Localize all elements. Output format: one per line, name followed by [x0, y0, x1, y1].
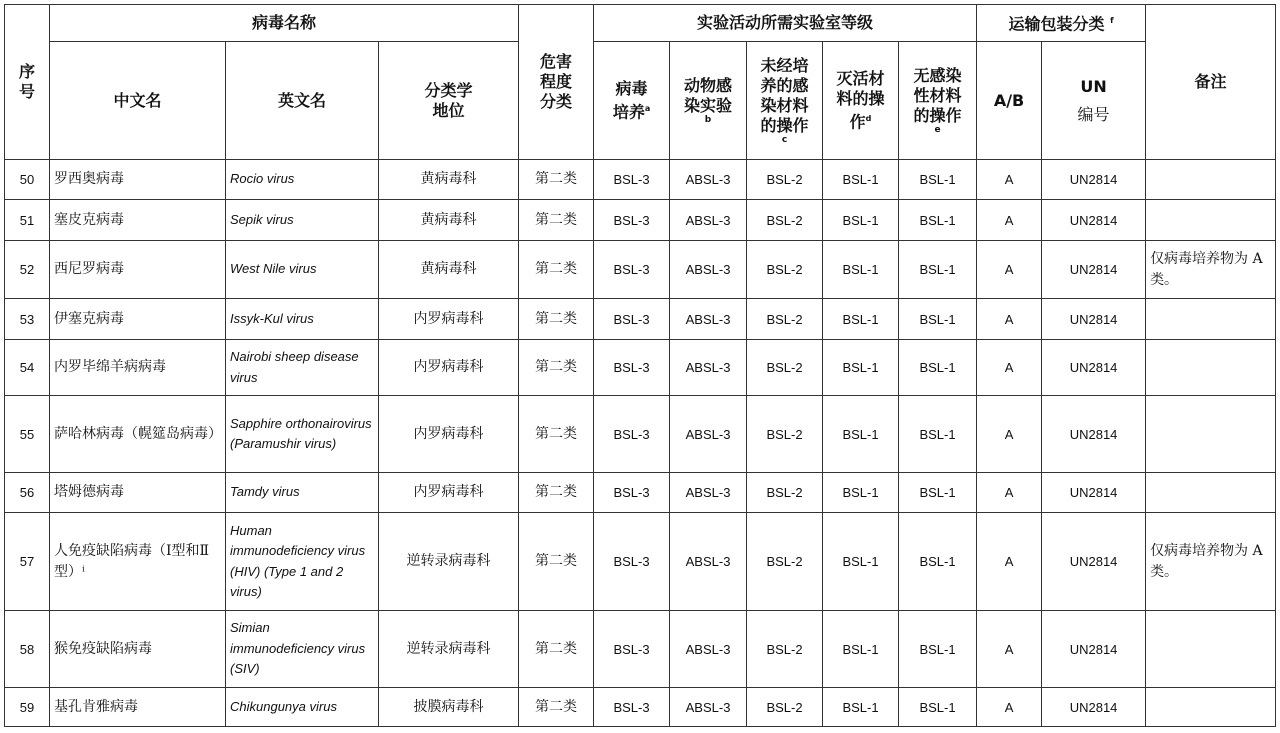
- header-noninfectious: [899, 42, 977, 160]
- row-inactivated: BSL-1: [823, 160, 899, 200]
- row-un: UN2814: [1042, 513, 1146, 611]
- header-inactivated-label: 灭活材料的操作: [836, 68, 885, 132]
- row-noninfectious: BSL-1: [899, 513, 977, 611]
- row-animal: ABSL-3: [670, 299, 747, 340]
- header-un-line1: UN: [1080, 76, 1107, 96]
- header-uncultured: [747, 42, 823, 160]
- row-taxonomy: 内罗病毒科: [379, 299, 519, 340]
- row-ab: A: [977, 396, 1042, 473]
- row-animal: ABSL-3: [670, 241, 747, 299]
- row-uncultured: BSL-2: [747, 473, 823, 513]
- header-un-line2: 编号: [1077, 104, 1110, 124]
- table-header: [5, 5, 1276, 160]
- row-uncultured: BSL-2: [747, 299, 823, 340]
- table-row: [5, 200, 1276, 241]
- row-un: UN2814: [1042, 241, 1146, 299]
- row-noninfectious: BSL-1: [899, 340, 977, 396]
- header-animal-label: 动物感染实验: [684, 76, 733, 115]
- row-taxonomy: 内罗病毒科: [379, 473, 519, 513]
- row-seq: 53: [5, 299, 50, 340]
- row-english-name: West Nile virus: [226, 241, 379, 299]
- header-taxonomy: 分类学地位: [379, 42, 519, 160]
- header-uncultured-mark: c: [781, 135, 788, 145]
- row-animal: ABSL-3: [670, 200, 747, 241]
- row-inactivated: BSL-1: [823, 688, 899, 727]
- row-culture: BSL-3: [594, 200, 670, 241]
- row-animal: ABSL-3: [670, 473, 747, 513]
- table-body: [5, 160, 1276, 727]
- row-un: UN2814: [1042, 299, 1146, 340]
- row-noninfectious: BSL-1: [899, 160, 977, 200]
- row-remark: [1146, 160, 1276, 200]
- row-hazard: 第二类: [519, 160, 594, 200]
- row-animal: ABSL-3: [670, 160, 747, 200]
- row-uncultured: BSL-2: [747, 513, 823, 611]
- header-transport-mark: f: [1110, 16, 1114, 26]
- row-culture: BSL-3: [594, 611, 670, 688]
- row-taxonomy: 逆转录病毒科: [379, 611, 519, 688]
- row-noninfectious: BSL-1: [899, 241, 977, 299]
- header-noninfectious-label: 无感染性材料的操作: [913, 66, 962, 125]
- row-english-name: Human immunodeficiency virus (HIV) (Type 1 and 2 virus): [226, 513, 379, 611]
- row-animal: ABSL-3: [670, 611, 747, 688]
- row-hazard: 第二类: [519, 611, 594, 688]
- table-row: [5, 241, 1276, 299]
- row-chinese-name: 内罗毕绵羊病病毒: [50, 340, 226, 396]
- table-row: [5, 396, 1276, 473]
- row-seq: 58: [5, 611, 50, 688]
- row-english-name: Issyk-Kul virus: [226, 299, 379, 340]
- header-lab-level: 实验活动所需实验室等级: [594, 5, 977, 42]
- row-hazard: 第二类: [519, 340, 594, 396]
- row-culture: BSL-3: [594, 299, 670, 340]
- row-inactivated: BSL-1: [823, 513, 899, 611]
- header-culture-mark: a: [644, 103, 651, 113]
- row-inactivated: BSL-1: [823, 241, 899, 299]
- row-seq: 55: [5, 396, 50, 473]
- row-hazard: 第二类: [519, 688, 594, 727]
- row-culture: BSL-3: [594, 473, 670, 513]
- row-un: UN2814: [1042, 611, 1146, 688]
- row-hazard: 第二类: [519, 200, 594, 241]
- row-animal: ABSL-3: [670, 340, 747, 396]
- row-chinese-name: 人免疫缺陷病毒（Ⅰ型和Ⅱ型）ⁱ: [50, 513, 226, 611]
- row-hazard: 第二类: [519, 299, 594, 340]
- row-uncultured: BSL-2: [747, 340, 823, 396]
- row-animal: ABSL-3: [670, 396, 747, 473]
- row-chinese-name: 西尼罗病毒: [50, 241, 226, 299]
- row-noninfectious: BSL-1: [899, 200, 977, 241]
- row-uncultured: BSL-2: [747, 688, 823, 727]
- header-seq: 序号: [5, 5, 50, 160]
- row-seq: 57: [5, 513, 50, 611]
- header-culture-label: 病毒培养: [612, 78, 648, 122]
- row-taxonomy: 黄病毒科: [379, 200, 519, 241]
- table-row: [5, 513, 1276, 611]
- row-taxonomy: 内罗病毒科: [379, 340, 519, 396]
- row-culture: BSL-3: [594, 241, 670, 299]
- row-un: UN2814: [1042, 473, 1146, 513]
- table-row: [5, 611, 1276, 688]
- row-remark: [1146, 299, 1276, 340]
- row-english-name: Rocio virus: [226, 160, 379, 200]
- header-inactivated: [823, 42, 899, 160]
- row-uncultured: BSL-2: [747, 241, 823, 299]
- row-english-name: Chikungunya virus: [226, 688, 379, 727]
- row-remark: [1146, 396, 1276, 473]
- row-hazard: 第二类: [519, 513, 594, 611]
- row-inactivated: BSL-1: [823, 396, 899, 473]
- row-hazard: 第二类: [519, 396, 594, 473]
- header-animal: [670, 42, 747, 160]
- table-row: [5, 688, 1276, 727]
- header-un: [1042, 42, 1146, 160]
- row-seq: 51: [5, 200, 50, 241]
- row-taxonomy: 内罗病毒科: [379, 396, 519, 473]
- row-chinese-name: 塔姆德病毒: [50, 473, 226, 513]
- row-ab: A: [977, 611, 1042, 688]
- row-remark: [1146, 200, 1276, 241]
- table-row: [5, 160, 1276, 200]
- row-ab: A: [977, 160, 1042, 200]
- header-virus-name: 病毒名称: [50, 5, 519, 42]
- row-chinese-name: 塞皮克病毒: [50, 200, 226, 241]
- row-english-name: Nairobi sheep disease virus: [226, 340, 379, 396]
- row-noninfectious: BSL-1: [899, 299, 977, 340]
- row-ab: A: [977, 473, 1042, 513]
- row-taxonomy: 黄病毒科: [379, 160, 519, 200]
- row-seq: 50: [5, 160, 50, 200]
- row-hazard: 第二类: [519, 473, 594, 513]
- row-chinese-name: 基孔肯雅病毒: [50, 688, 226, 727]
- table-row: [5, 473, 1276, 513]
- header-hazard: 危害程度分类: [519, 5, 594, 160]
- header-english-name: 英文名: [226, 42, 379, 160]
- virus-classification-table: [4, 4, 1276, 727]
- row-culture: BSL-3: [594, 513, 670, 611]
- row-un: UN2814: [1042, 396, 1146, 473]
- row-seq: 59: [5, 688, 50, 727]
- row-uncultured: BSL-2: [747, 611, 823, 688]
- row-remark: [1146, 473, 1276, 513]
- header-animal-mark: b: [704, 115, 712, 125]
- row-seq: 52: [5, 241, 50, 299]
- row-ab: A: [977, 688, 1042, 727]
- row-inactivated: BSL-1: [823, 473, 899, 513]
- row-culture: BSL-3: [594, 340, 670, 396]
- header-ab: A/B: [977, 42, 1042, 160]
- row-remark: [1146, 688, 1276, 727]
- row-english-name: Tamdy virus: [226, 473, 379, 513]
- header-transport: [977, 5, 1146, 42]
- row-un: UN2814: [1042, 340, 1146, 396]
- header-inactivated-mark: d: [865, 113, 872, 123]
- row-culture: BSL-3: [594, 396, 670, 473]
- row-remark: 仅病毒培养物为 A 类。: [1146, 513, 1276, 611]
- header-uncultured-label: 未经培养的感染材料的操作: [760, 56, 809, 135]
- header-chinese-name: 中文名: [50, 42, 226, 160]
- row-noninfectious: BSL-1: [899, 611, 977, 688]
- row-chinese-name: 猴免疫缺陷病毒: [50, 611, 226, 688]
- row-ab: A: [977, 241, 1042, 299]
- row-uncultured: BSL-2: [747, 396, 823, 473]
- row-ab: A: [977, 340, 1042, 396]
- row-culture: BSL-3: [594, 688, 670, 727]
- row-english-name: Sepik virus: [226, 200, 379, 241]
- row-chinese-name: 萨哈林病毒（幌筵岛病毒）: [50, 396, 226, 473]
- row-chinese-name: 伊塞克病毒: [50, 299, 226, 340]
- row-remark: [1146, 611, 1276, 688]
- row-hazard: 第二类: [519, 241, 594, 299]
- row-noninfectious: BSL-1: [899, 688, 977, 727]
- row-un: UN2814: [1042, 200, 1146, 241]
- row-inactivated: BSL-1: [823, 340, 899, 396]
- row-uncultured: BSL-2: [747, 160, 823, 200]
- row-culture: BSL-3: [594, 160, 670, 200]
- row-seq: 54: [5, 340, 50, 396]
- header-transport-label: 运输包装分类: [1008, 14, 1105, 34]
- header-noninfectious-mark: e: [934, 125, 941, 135]
- row-english-name: Simian immunodeficiency virus (SIV): [226, 611, 379, 688]
- row-taxonomy: 黄病毒科: [379, 241, 519, 299]
- row-noninfectious: BSL-1: [899, 473, 977, 513]
- header-culture: [594, 42, 670, 160]
- row-un: UN2814: [1042, 160, 1146, 200]
- row-ab: A: [977, 200, 1042, 241]
- header-remarks: 备注: [1146, 5, 1276, 160]
- row-english-name: Sapphire orthonairovirus (Paramushir virus): [226, 396, 379, 473]
- row-ab: A: [977, 299, 1042, 340]
- row-taxonomy: 逆转录病毒科: [379, 513, 519, 611]
- row-taxonomy: 披膜病毒科: [379, 688, 519, 727]
- row-un: UN2814: [1042, 688, 1146, 727]
- row-inactivated: BSL-1: [823, 611, 899, 688]
- table-row: [5, 299, 1276, 340]
- row-uncultured: BSL-2: [747, 200, 823, 241]
- row-noninfectious: BSL-1: [899, 396, 977, 473]
- table-row: [5, 340, 1276, 396]
- row-remark: [1146, 340, 1276, 396]
- row-animal: ABSL-3: [670, 688, 747, 727]
- row-inactivated: BSL-1: [823, 200, 899, 241]
- row-remark: 仅病毒培养物为 A 类。: [1146, 241, 1276, 299]
- row-animal: ABSL-3: [670, 513, 747, 611]
- row-seq: 56: [5, 473, 50, 513]
- row-ab: A: [977, 513, 1042, 611]
- row-chinese-name: 罗西奥病毒: [50, 160, 226, 200]
- row-inactivated: BSL-1: [823, 299, 899, 340]
